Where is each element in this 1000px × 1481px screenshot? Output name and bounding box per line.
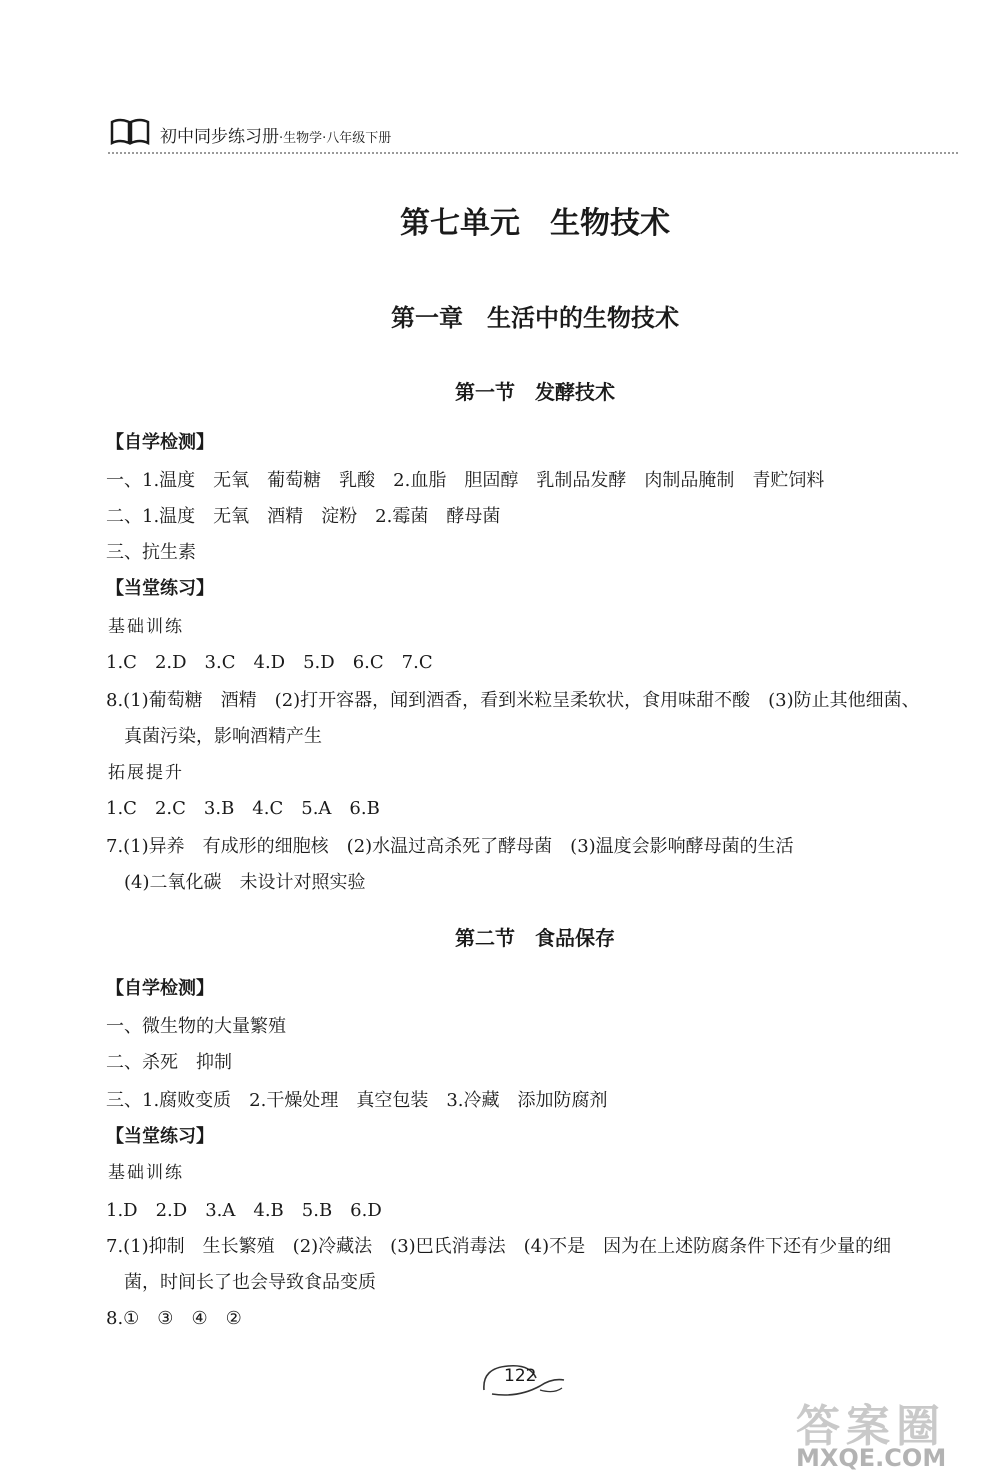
answer-line: 菌，时间长了也会导致食品变质 [124, 1272, 376, 1293]
self-check-heading-1: 【自学检测】 [106, 432, 214, 453]
unit-title: 第七单元 生物技术 [400, 206, 670, 241]
answer-line: 二、杀死 抑制 [106, 1052, 232, 1073]
page-number [478, 1360, 568, 1400]
answer-line: 一、1.温度 无氧 葡萄糖 乳酸 2.血脂 胆固醇 乳制品发酵 肉制品腌制 青贮饲料 [106, 470, 825, 491]
answer-line: (4)二氧化碳 未设计对照实验 [124, 872, 366, 893]
extend-label-1: 拓展提升 [108, 763, 184, 783]
answer-line: 7.(1)异养 有成形的细胞核 (2)水温过高杀死了酵母菌 (3)温度会影响酵母菌的生活 [106, 836, 794, 857]
practice-heading-1: 【当堂练习】 [106, 578, 214, 599]
section-title-2: 第二节 食品保存 [455, 926, 615, 950]
page-header [108, 116, 958, 154]
section-title-1: 第一节 发酵技术 [455, 380, 615, 404]
chapter-title: 第一章 生活中的生物技术 [391, 303, 679, 332]
watermark-url: MXQE.COM [796, 1444, 947, 1472]
answer-line: 1.C 2.C 3.B 4.C 5.A 6.B [106, 798, 380, 819]
answer-line: 1.D 2.D 3.A 4.B 5.B 6.D [106, 1200, 382, 1221]
basic-label-1: 基础训练 [108, 617, 184, 637]
page-number-text: 122 [504, 1366, 537, 1386]
answer-line: 7.(1)抑制 生长繁殖 (2)冷藏法 (3)巴氏消毒法 (4)不是 因为在上述防腐条件下还有少量的细 [106, 1236, 892, 1257]
watermark-logo: 答案圈 [796, 1401, 946, 1452]
practice-heading-2: 【当堂练习】 [106, 1126, 214, 1147]
book-subtitle: ·生物学·八年级下册 [279, 131, 392, 146]
book-title: 初中同步练习册 [160, 127, 279, 147]
answer-line: 三、1.腐败变质 2.干燥处理 真空包装 3.冷藏 添加防腐剂 [106, 1090, 608, 1111]
basic-label-2: 基础训练 [108, 1163, 184, 1183]
book-icon [108, 116, 152, 146]
answer-line: 一、微生物的大量繁殖 [106, 1016, 286, 1037]
header-title [160, 122, 391, 147]
answer-line: 三、抗生素 [106, 542, 196, 563]
answer-line: 真菌污染，影响酒精产生 [124, 726, 322, 747]
answer-line: 1.C 2.D 3.C 4.D 5.D 6.C 7.C [106, 652, 433, 673]
answer-line: 8.(1)葡萄糖 酒精 (2)打开容器，闻到酒香，看到米粒呈柔软状，食用味甜不酸 (3)防止其他细菌、 [106, 690, 920, 711]
answer-line: 二、1.温度 无氧 酒精 淀粉 2.霉菌 酵母菌 [106, 506, 501, 527]
answer-line: 8.① ③ ④ ② [106, 1308, 242, 1329]
self-check-heading-2: 【自学检测】 [106, 978, 214, 999]
watermark [786, 1390, 986, 1472]
